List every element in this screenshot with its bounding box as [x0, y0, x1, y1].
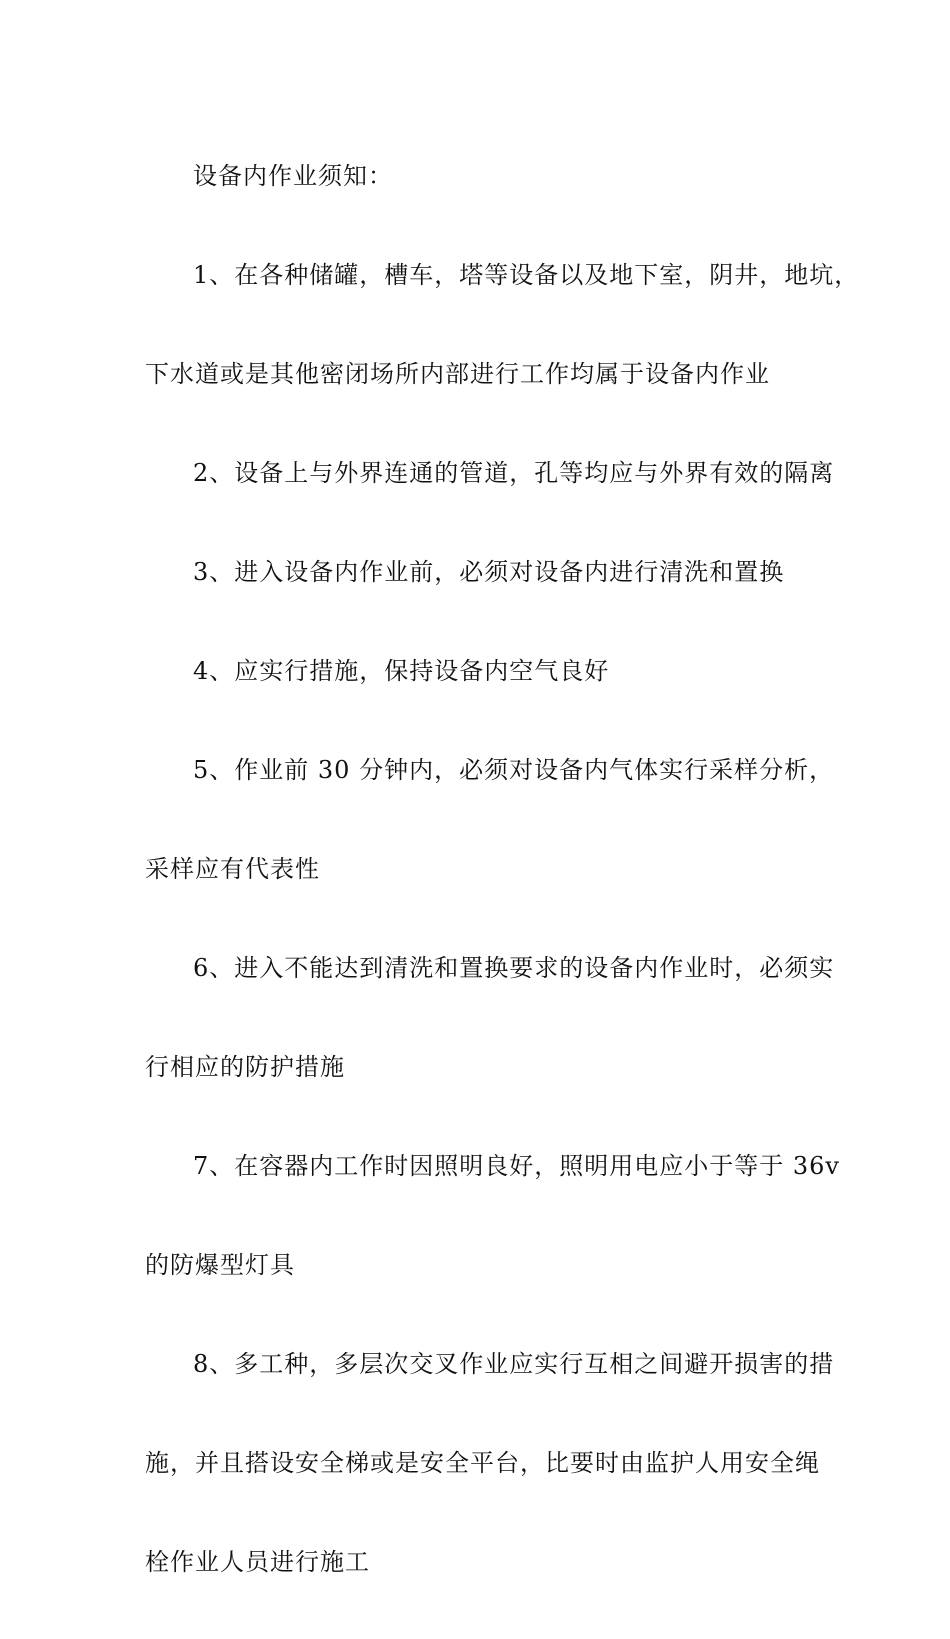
item-1-line-1: 1、在各种储罐，槽车，塔等设备以及地下室，阴井，地坑，: [193, 261, 860, 289]
document-body: [145, 130, 860, 1639]
item-3-line-1: 3、进入设备内作业前，必须对设备内进行清洗和置换: [193, 558, 785, 586]
item-6-line-1: 6、进入不能达到清洗和置换要求的设备内作业时，必须实: [193, 954, 835, 982]
item-7-line-1: 7、在容器内工作时因照明良好，照明用电应小于等于 36v: [193, 1152, 840, 1180]
item-2-line-1: 2、设备上与外界连通的管道，孔等均应与外界有效的隔离: [193, 459, 835, 487]
item-6-line-2: 行相应的防护措施: [145, 1053, 345, 1081]
item-1-line-2: 下水道或是其他密闭场所内部进行工作均属于设备内作业: [145, 360, 770, 388]
document-title: 设备内作业须知：: [193, 162, 393, 190]
item-5-line-1: 5、作业前 30 分钟内，必须对设备内气体实行采样分析，: [193, 756, 835, 784]
item-4-line-1: 4、应实行措施，保持设备内空气良好: [193, 657, 610, 685]
item-8-line-1: 8、多工种，多层次交叉作业应实行互相之间避开损害的措: [193, 1350, 835, 1378]
item-8-line-2: 施，并且搭设安全梯或是安全平台，比要时由监护人用安全绳: [145, 1449, 820, 1477]
item-7-line-2: 的防爆型灯具: [145, 1251, 295, 1279]
item-8-line-3: 栓作业人员进行施工: [145, 1548, 370, 1576]
item-5-line-2: 采样应有代表性: [145, 855, 320, 883]
